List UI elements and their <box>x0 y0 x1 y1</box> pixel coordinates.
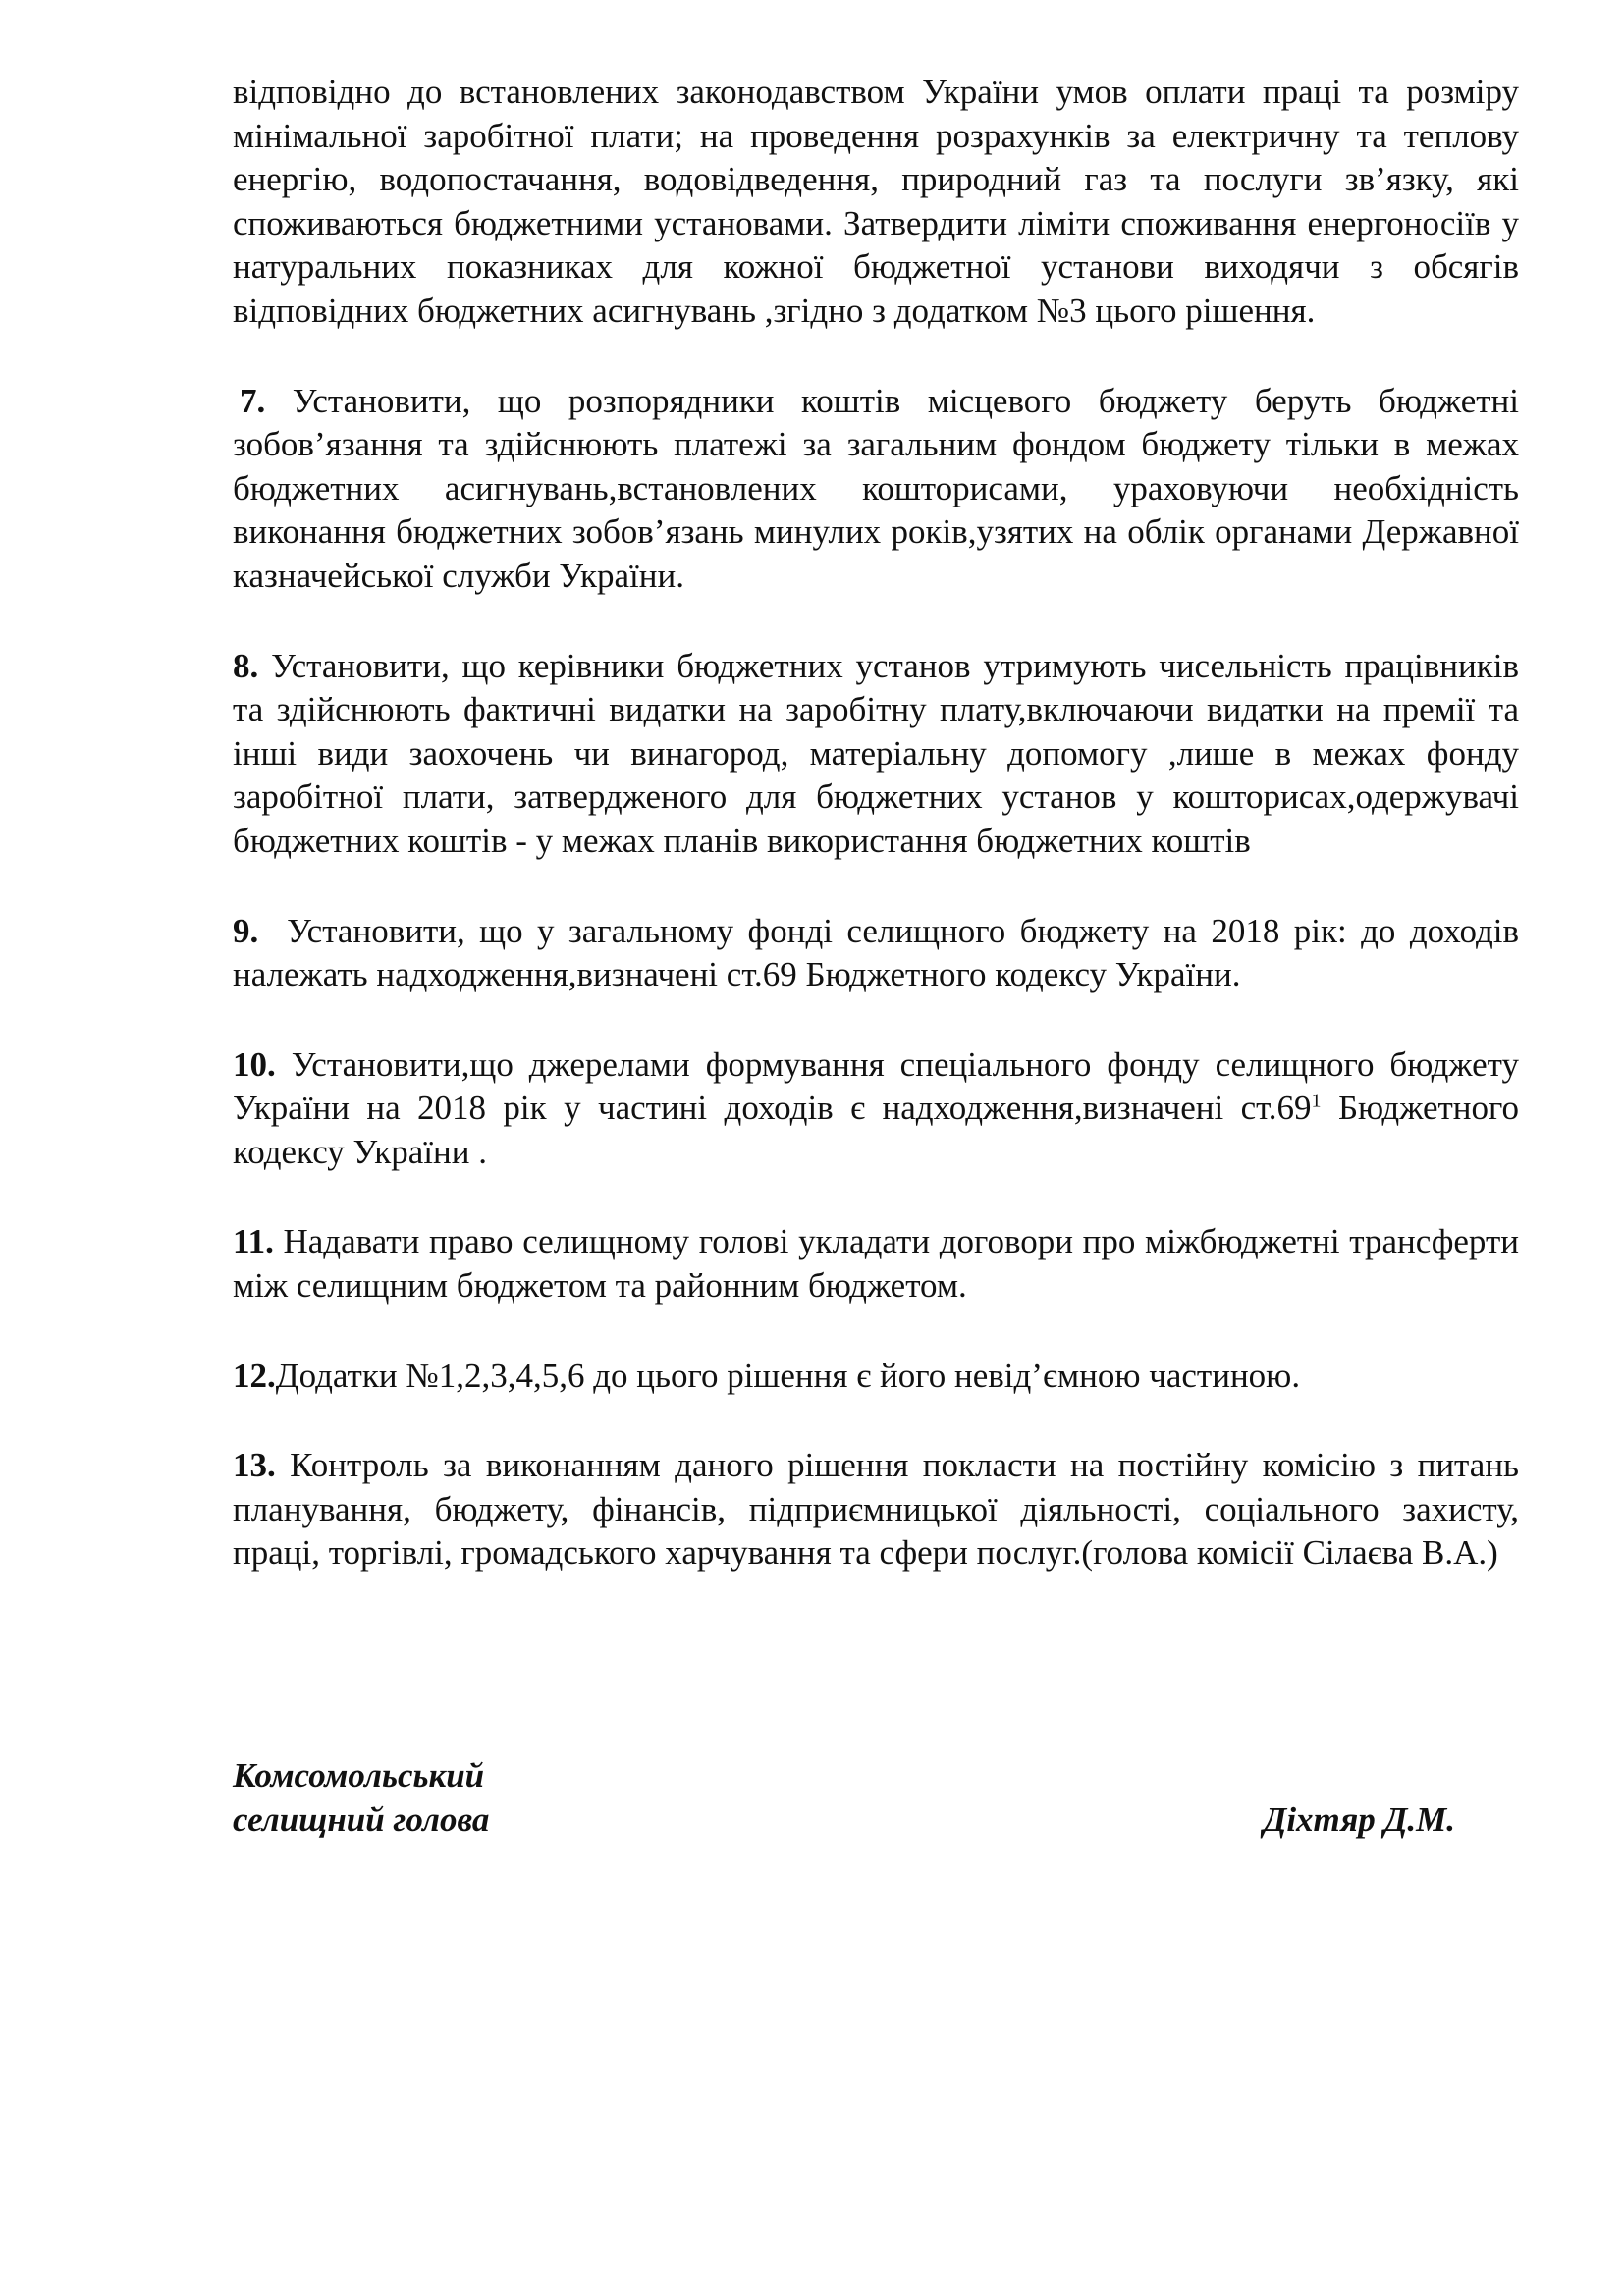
intro-paragraph: відповідно до встановлених законодавством України умов оплати праці та розміру мінімальної заробітної плати; на проведення розрахунків за електричну та теплову енергію, водопостачання, водовідведення, природний газ та послуги зв’язку, які споживаються бюджетними установами. Затвердити ліміти споживання енергоносіїв у натуральних показниках для кожної бюджетної установи виходячи з обсягів відповідних бюджетних асигнувань ,згідно з додатком №3 цього рішення. <box>233 73 1519 330</box>
signatory-name: Діхтяр Д.М. <box>1263 1799 1455 1839</box>
paragraph-text: Установити, що розпорядники коштів місцевого бюджету беруть бюджетні зобов’язання та здійснюють платежі за загальним фондом бюджету тільки в межах бюджетних асигнувань,встановлених кошторисами, ураховуючи необхідність виконання бюджетних зобов’язань минулих років,узятих на облік органами Державної казначейської служби України. <box>233 381 1519 595</box>
document-body <box>233 71 1519 1622</box>
paragraph-text: Установити, що у загальному фонді селищного бюджету на 2018 рік: до доходів належать надходження,визначені ст.69 Бюджетного кодексу України. <box>233 911 1519 994</box>
paragraph-number: 10. <box>233 1044 276 1084</box>
signature-title-line1: Комсомольський <box>233 1756 485 1794</box>
paragraph-13 <box>233 1444 1519 1575</box>
signature-title-line2: селищний голова <box>233 1799 490 1839</box>
paragraph-number: 13. <box>233 1446 276 1485</box>
signature-row <box>233 1798 1455 1842</box>
paragraph-number: 8. <box>233 646 259 685</box>
paragraph-number: 12. <box>233 1356 276 1395</box>
paragraph-9 <box>233 910 1519 997</box>
paragraph-text: Установити, що керівники бюджетних установ утримують чисельність працівників та здійснюють фактичні видатки на заробітну плату,включаючи видатки на премії та інші види заохочень чи винагород, матеріальну допомогу ,лише в межах фонду заробітної плати, затвердженого для бюджетних установ у кошторисах,одержувачі бюджетних коштів - у межах планів використання бюджетних коштів <box>233 646 1519 860</box>
paragraph-12 <box>233 1355 1519 1399</box>
superscript-mark: 1 <box>1311 1090 1322 1112</box>
paragraph-number: 7. <box>240 381 266 420</box>
paragraph-number: 9. <box>233 911 259 950</box>
paragraph-11 <box>233 1220 1519 1308</box>
paragraph-8 <box>233 645 1519 864</box>
paragraph-7 <box>233 380 1519 599</box>
paragraph-text-tail: Бюджетного кодексу України . <box>233 1089 1519 1171</box>
paragraph-number: 11. <box>233 1222 274 1261</box>
paragraph-text: Установити,що джерелами формування спеціального фонду селищного бюджету України на 2018 рік у частині доходів є надходження,визначені ст.69 <box>233 1044 1520 1128</box>
paragraph-text: Контроль за виконанням даного рішення покласти на постійну комісію з питань планування, бюджету, фінансів, підприємницької діяльності, соціального захисту, праці, торгівлі, громадського харчування та сфери послуг.(голова комісії Сілаєва В.А.) <box>233 1446 1520 1573</box>
paragraph-10 <box>233 1043 1519 1175</box>
paragraph-text: Надавати право селищному голові укладати договори про міжбюджетні трансферти між селищним бюджетом та районним бюджетом. <box>233 1222 1520 1306</box>
paragraph-text: Додатки №1,2,3,4,5,6 до цього рішення є його невід’ємною частиною. <box>275 1356 1301 1395</box>
signature-block <box>233 1754 1455 1842</box>
